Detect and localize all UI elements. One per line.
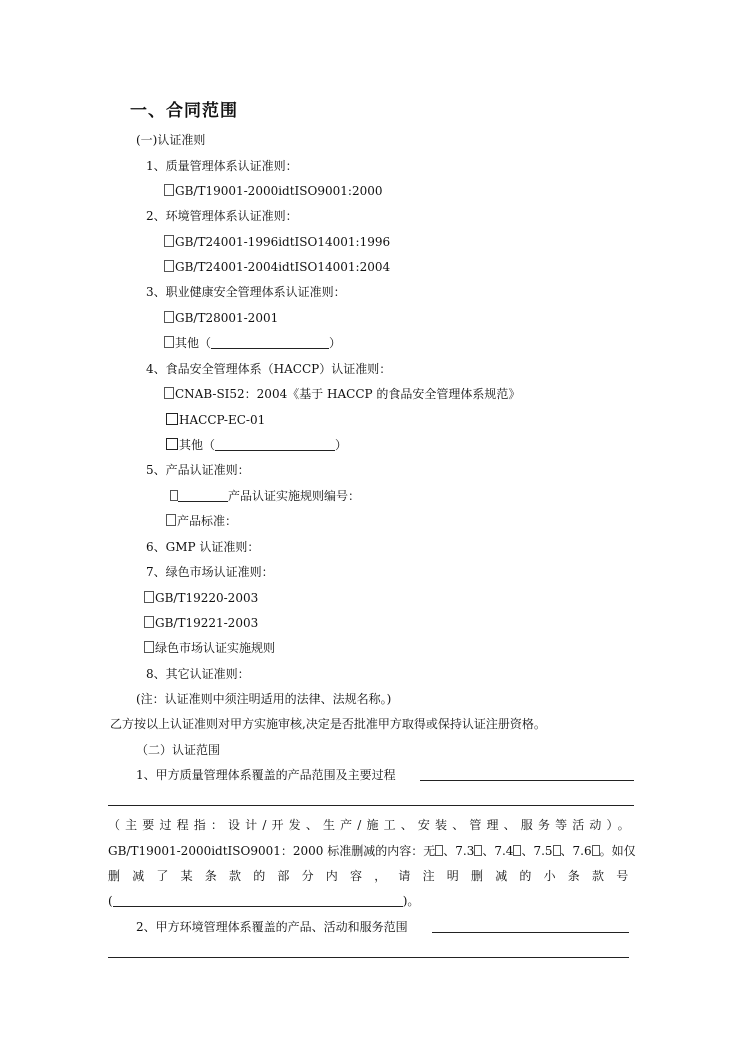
ohs-label: 3、职业健康安全管理体系认证准则：: [146, 285, 346, 299]
other-label: 8、其它认证准则：: [146, 667, 250, 681]
ohs-std1: GB/T28001-2001: [175, 311, 279, 325]
ohs-other-label: 其他（: [175, 336, 212, 350]
prod-rule-no: 产品认证实施规则编号：: [228, 489, 361, 503]
prod-rule-row: [170, 488, 360, 504]
haccp-other-blank[interactable]: [215, 438, 335, 451]
cut-clause-7-4: 、7.4: [482, 844, 514, 858]
ohs-other-row: [164, 335, 341, 351]
scope2-blank[interactable]: [432, 932, 629, 933]
ohs-std1-row: [164, 310, 278, 326]
checkbox-glyph-icon[interactable]: [164, 260, 174, 272]
haccp-label: 4、食品安全管理体系（HACCP）认证准则：: [146, 362, 392, 376]
sec2-title: （二）认证范围: [136, 743, 221, 757]
scope1-row: [136, 767, 396, 783]
cut-line3-close: )。: [402, 894, 420, 908]
checkbox-glyph-icon[interactable]: [170, 490, 178, 501]
prod-label: 5、产品认证准则：: [146, 463, 250, 477]
cut-clause-blank[interactable]: [113, 894, 403, 907]
statement: 乙方按以上认证准则对甲方实施审核,决定是否批准甲方取得或保持认证注册资格。: [110, 717, 546, 731]
qms-label: 1、质量管理体系认证准则：: [146, 159, 298, 173]
prod-std-row: [166, 513, 237, 529]
green-std3-row: [144, 640, 275, 656]
ems-std2-row: [164, 259, 390, 275]
qms-std1: GB/T19001-2000idtISO9001:2000: [175, 184, 383, 198]
checkbox-glyph-icon[interactable]: [164, 387, 174, 399]
note: (注：认证准则中须注明适用的法律、法规名称。): [136, 692, 392, 706]
checkbox-glyph-icon[interactable]: [144, 591, 154, 603]
green-std2-row: [144, 615, 258, 631]
checkbox-icon[interactable]: [166, 438, 178, 450]
ems-label: 2、环境管理体系认证准则：: [146, 209, 298, 223]
haccp-other-label: 其他（: [179, 438, 216, 452]
ems-std1-row: [164, 234, 390, 250]
haccp-other-close: ）: [335, 438, 348, 452]
scope1-label: 1、甲方质量管理体系覆盖的产品范围及主要过程: [136, 768, 396, 782]
scope2-blank-line2[interactable]: [108, 957, 629, 958]
ohs-other-close: ）: [329, 336, 342, 350]
checkbox-glyph-icon[interactable]: [164, 336, 174, 348]
checkbox-glyph-icon[interactable]: [144, 616, 154, 628]
cut-clause-7-5: 、7.5: [521, 844, 553, 858]
checkbox-glyph-icon[interactable]: [144, 641, 154, 653]
cut-line2: 删减了某条款的部分内容，请注明删减的小条款号: [108, 869, 641, 883]
green-std2: GB/T19221-2003: [155, 616, 259, 630]
scope2-row: [136, 919, 408, 935]
cut-line1-text: GB/T19001-2000idtISO9001：2000 标准删减的内容：无: [108, 844, 436, 858]
sec1-title: (一)认证准则: [136, 133, 206, 147]
haccp-std1-row: [164, 386, 520, 402]
green-label: 7、绿色市场认证准则：: [146, 565, 274, 579]
cut-line1: [108, 843, 636, 859]
green-std3: 绿色市场认证实施规则: [155, 641, 276, 655]
checkbox-glyph-icon[interactable]: [166, 514, 176, 526]
scope2-label: 2、甲方环境管理体系覆盖的产品、活动和服务范围: [136, 920, 408, 934]
checkbox-glyph-icon[interactable]: [164, 235, 174, 247]
checkbox-icon[interactable]: [166, 413, 178, 425]
cut-line3-open: (: [108, 894, 113, 908]
section-heading: 一、合同范围: [130, 101, 238, 121]
checkbox-glyph-icon[interactable]: [164, 311, 174, 323]
haccp-other-row: [166, 437, 347, 453]
haccp-std2-row: [166, 412, 265, 428]
haccp-std1: CNAB-SI52：2004《基于 HACCP 的食品安全管理体系规范》: [175, 387, 521, 401]
ems-std2: GB/T24001-2004idtISO14001:2004: [175, 260, 391, 274]
checkbox-glyph-icon[interactable]: [553, 845, 561, 856]
qms-std1-row: [164, 183, 382, 199]
green-std1: GB/T19220-2003: [155, 591, 259, 605]
scope1-blank[interactable]: [420, 780, 634, 781]
scope1-blank-line2[interactable]: [108, 805, 634, 806]
ems-std1: GB/T24001-1996idtISO14001:1996: [175, 235, 391, 249]
prod-std: 产品标准：: [177, 514, 238, 528]
ohs-other-blank[interactable]: [211, 336, 329, 349]
cut-line3: [108, 893, 419, 909]
cut-line1-tail: 。如仅: [599, 844, 636, 858]
process-note: （主要过程指：设计/开发、生产/施工、安装、管理、服务等活动）。: [108, 818, 634, 832]
haccp-std2: HACCP-EC-01: [179, 413, 266, 427]
cut-clause-7-3: 、7.3: [443, 844, 475, 858]
green-std1-row: [144, 590, 258, 606]
gmp-label: 6、GMP 认证准则：: [146, 540, 260, 554]
prod-rule-blank[interactable]: [178, 489, 228, 502]
cut-clause-7-6: 、7.6: [560, 844, 592, 858]
checkbox-glyph-icon[interactable]: [164, 184, 174, 196]
checkbox-glyph-icon[interactable]: [592, 845, 600, 856]
